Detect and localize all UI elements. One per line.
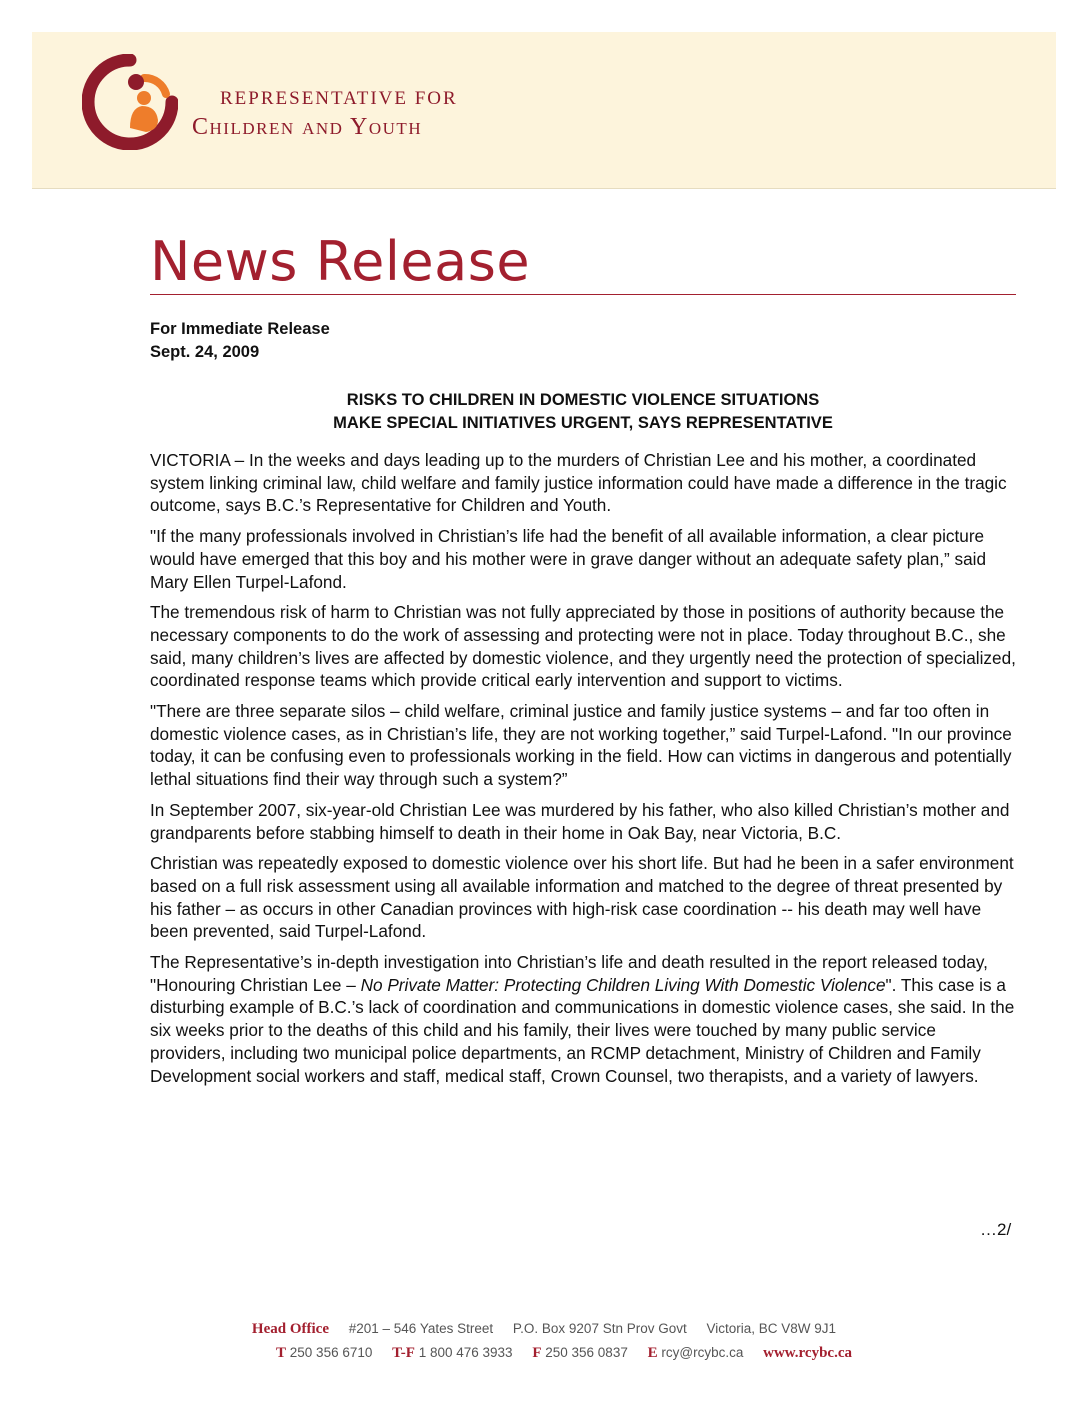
page-title: News Release <box>150 230 531 293</box>
title-divider <box>150 294 1016 295</box>
footer-tollfree-label: T-F <box>392 1345 415 1361</box>
footer-tollfree: 1 800 476 3933 <box>418 1345 513 1360</box>
release-line: For Immediate Release <box>150 320 330 338</box>
rcy-logo-icon <box>82 54 178 150</box>
paragraph-7-part-a: The Representative’s in-depth investigation into Christian’s life and death resulted in the report released today, "Honouring Christian Lee – <box>150 952 988 995</box>
headline-line2: MAKE SPECIAL INITIATIVES URGENT, SAYS REPRESENTATIVE <box>333 414 833 432</box>
report-title: No Private Matter: Protecting Children Living With Domestic Violence <box>360 974 886 995</box>
footer-email-link[interactable]: rcy@rcybc.ca <box>661 1345 744 1360</box>
footer-contacts <box>0 1345 1088 1362</box>
org-name-line2: Children and Youth <box>192 114 423 140</box>
paragraph-7 <box>150 951 1016 1087</box>
page-continuation: …2/ <box>980 1220 1012 1239</box>
paragraph-7-part-b: ". This case is a disturbing example of B.C.’s lack of coordination and communications in domestic violence cases, she said. In the six weeks prior to the deaths of this child and his family, their lives were touched by many public service providers, including two municipal police departments, an RCMP detachment, Ministry of Children and Family Development social workers and staff, medical staff, Crown Counsel, two therapists, and a variety of lawyers. <box>150 974 1015 1086</box>
release-meta <box>150 318 330 364</box>
release-date: Sept. 24, 2009 <box>150 343 260 361</box>
footer-phone-label: T <box>276 1345 287 1361</box>
paragraph-1: VICTORIA – In the weeks and days leading up to the murders of Christian Lee and his mother, a coordinated system linking criminal law, child welfare and family justice information could have made a difference in the tragic outcome, says B.C.’s Representative for Children and Youth. <box>150 450 1007 516</box>
paragraph-6: Christian was repeatedly exposed to domestic violence over his short life. But had he been in a safer environment based on a full risk assessment using all available information and matched to the degree of threat presented by his father – as occurs in other Canadian provinces with high-risk case coordination -- his death may well have been prevented, said Turpel-Lafond. <box>150 853 1014 942</box>
footer-head-office-label: Head Office <box>251 1321 329 1337</box>
footer-address <box>0 1321 1088 1338</box>
paragraph-2: "If the many professionals involved in Christian’s life had the benefit of all available information, a clear picture would have emerged that this boy and his mother were in grave danger without an adequate safety plan,” said Mary Ellen Turpel-Lafond. <box>150 526 987 592</box>
org-name-line1: REPRESENTATIVE FOR <box>220 88 458 109</box>
paragraph-5: In September 2007, six-year-old Christian Lee was murdered by his father, who also killed Christian’s mother and grandparents before stabbing himself to death in their home in Oak Bay, near Victoria, B.C. <box>150 799 1010 843</box>
paragraph-3: The tremendous risk of harm to Christian was not fully appreciated by those in positions of authority because the necessary components to do the work of assessing and protecting were not in place. Today throughout B.C., she said, many children’s lives are affected by domestic violence, and they urgently need the protection of specialized, coordinated response teams which provide critical early intervention and support to victims. <box>150 602 1016 691</box>
body-text <box>150 449 1016 1095</box>
footer-phone: 250 356 6710 <box>289 1345 373 1360</box>
footer-fax: 250 356 0837 <box>545 1345 628 1360</box>
footer-fax-label: F <box>532 1345 542 1361</box>
footer-website-link[interactable]: www.rcybc.ca <box>763 1345 852 1361</box>
headline <box>150 389 1016 435</box>
footer-city: Victoria, BC V8W 9J1 <box>706 1321 837 1336</box>
footer-street: #201 – 546 Yates Street <box>348 1321 494 1336</box>
header-banner <box>32 32 1056 189</box>
paragraph-4: "There are three separate silos – child welfare, criminal justice and family justice systems – and far too often in domestic violence cases, as in Christian’s life, they are not working together,” said Turpel-Lafond. "In our province today, it can be confusing even to professionals working in the field. How can victims in dangerous and potentially lethal situations find their way through such a system?” <box>150 701 1012 790</box>
footer-po-box: P.O. Box 9207 Stn Prov Govt <box>512 1321 687 1336</box>
headline-line1: RISKS TO CHILDREN IN DOMESTIC VIOLENCE SITUATIONS <box>346 391 820 409</box>
footer-email-label: E <box>647 1345 658 1361</box>
